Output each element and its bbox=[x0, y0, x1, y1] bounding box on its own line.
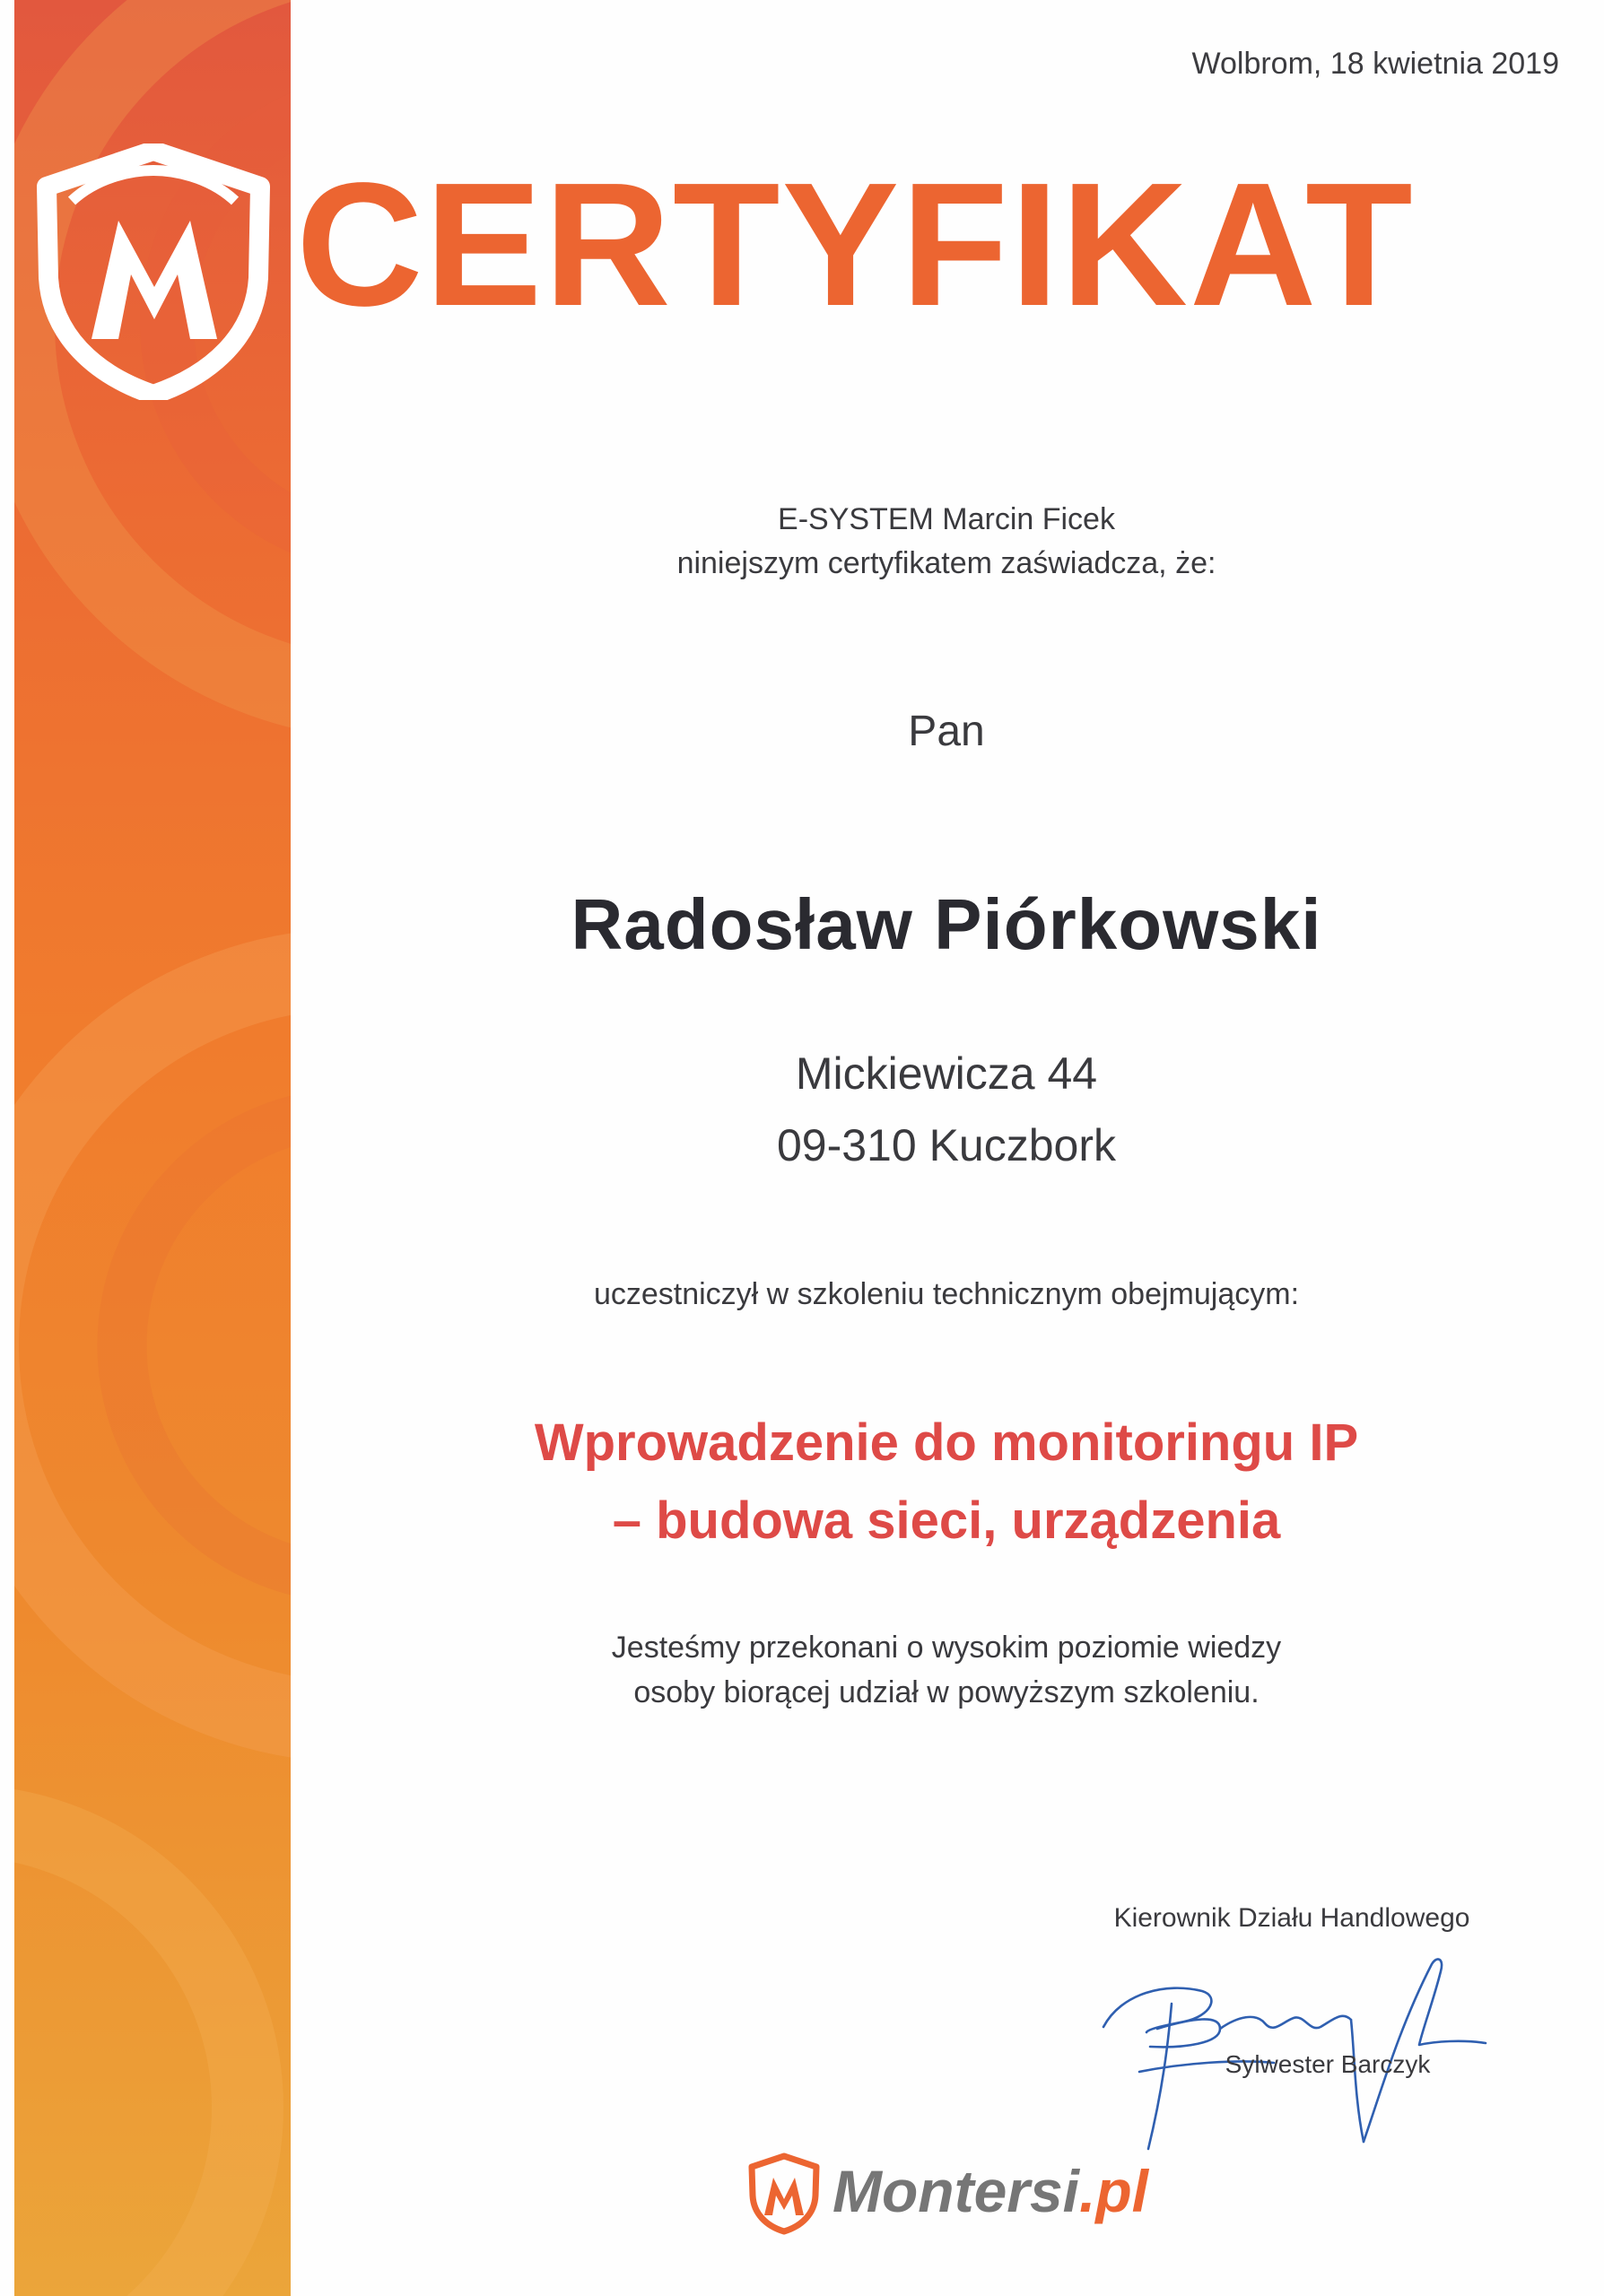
issue-date: Wolbrom, 18 kwietnia 2019 bbox=[1191, 47, 1559, 81]
shield-m-logo-icon bbox=[36, 144, 271, 400]
address-city: 09-310 Kuczbork bbox=[776, 1120, 1116, 1170]
intro-text: niniejszym certyfikatem zaświadcza, że: bbox=[676, 546, 1216, 580]
shield-m-logo-icon bbox=[746, 2152, 822, 2235]
course-title-line-1: Wprowadzenie do monitoringu IP bbox=[534, 1413, 1359, 1472]
brand-tld: .pl bbox=[1079, 2158, 1149, 2224]
closing-text-line-1: Jesteśmy przekonani o wysokim poziomie wiedzy bbox=[611, 1631, 1282, 1665]
signer-name: Sylwester Barczyk bbox=[1225, 2050, 1431, 2078]
participation-text: uczestniczył w szkoleniu technicznym obejmującym: bbox=[593, 1277, 1300, 1311]
signer-role: Kierownik Działu Handlowego bbox=[1113, 1903, 1470, 1933]
handwritten-signature bbox=[1085, 1928, 1498, 2161]
brand-name: Montersi bbox=[833, 2158, 1080, 2224]
closing-text-line-2: osoby biorącej udział w powyższym szkoleniu. bbox=[633, 1675, 1260, 1709]
issuer-name: E-SYSTEM Marcin Ficek bbox=[778, 502, 1115, 536]
footer-brand bbox=[746, 2152, 1249, 2239]
course-title-line-2: – budowa sieci, urządzenia bbox=[612, 1492, 1281, 1550]
brand-wordmark bbox=[833, 2158, 1149, 2224]
recipient-name: Radosław Piórkowski bbox=[571, 884, 1322, 964]
address-street: Mickiewicza 44 bbox=[795, 1048, 1098, 1099]
salutation: Pan bbox=[908, 708, 985, 755]
certificate-title: CERTYFIKAT bbox=[296, 146, 1415, 343]
